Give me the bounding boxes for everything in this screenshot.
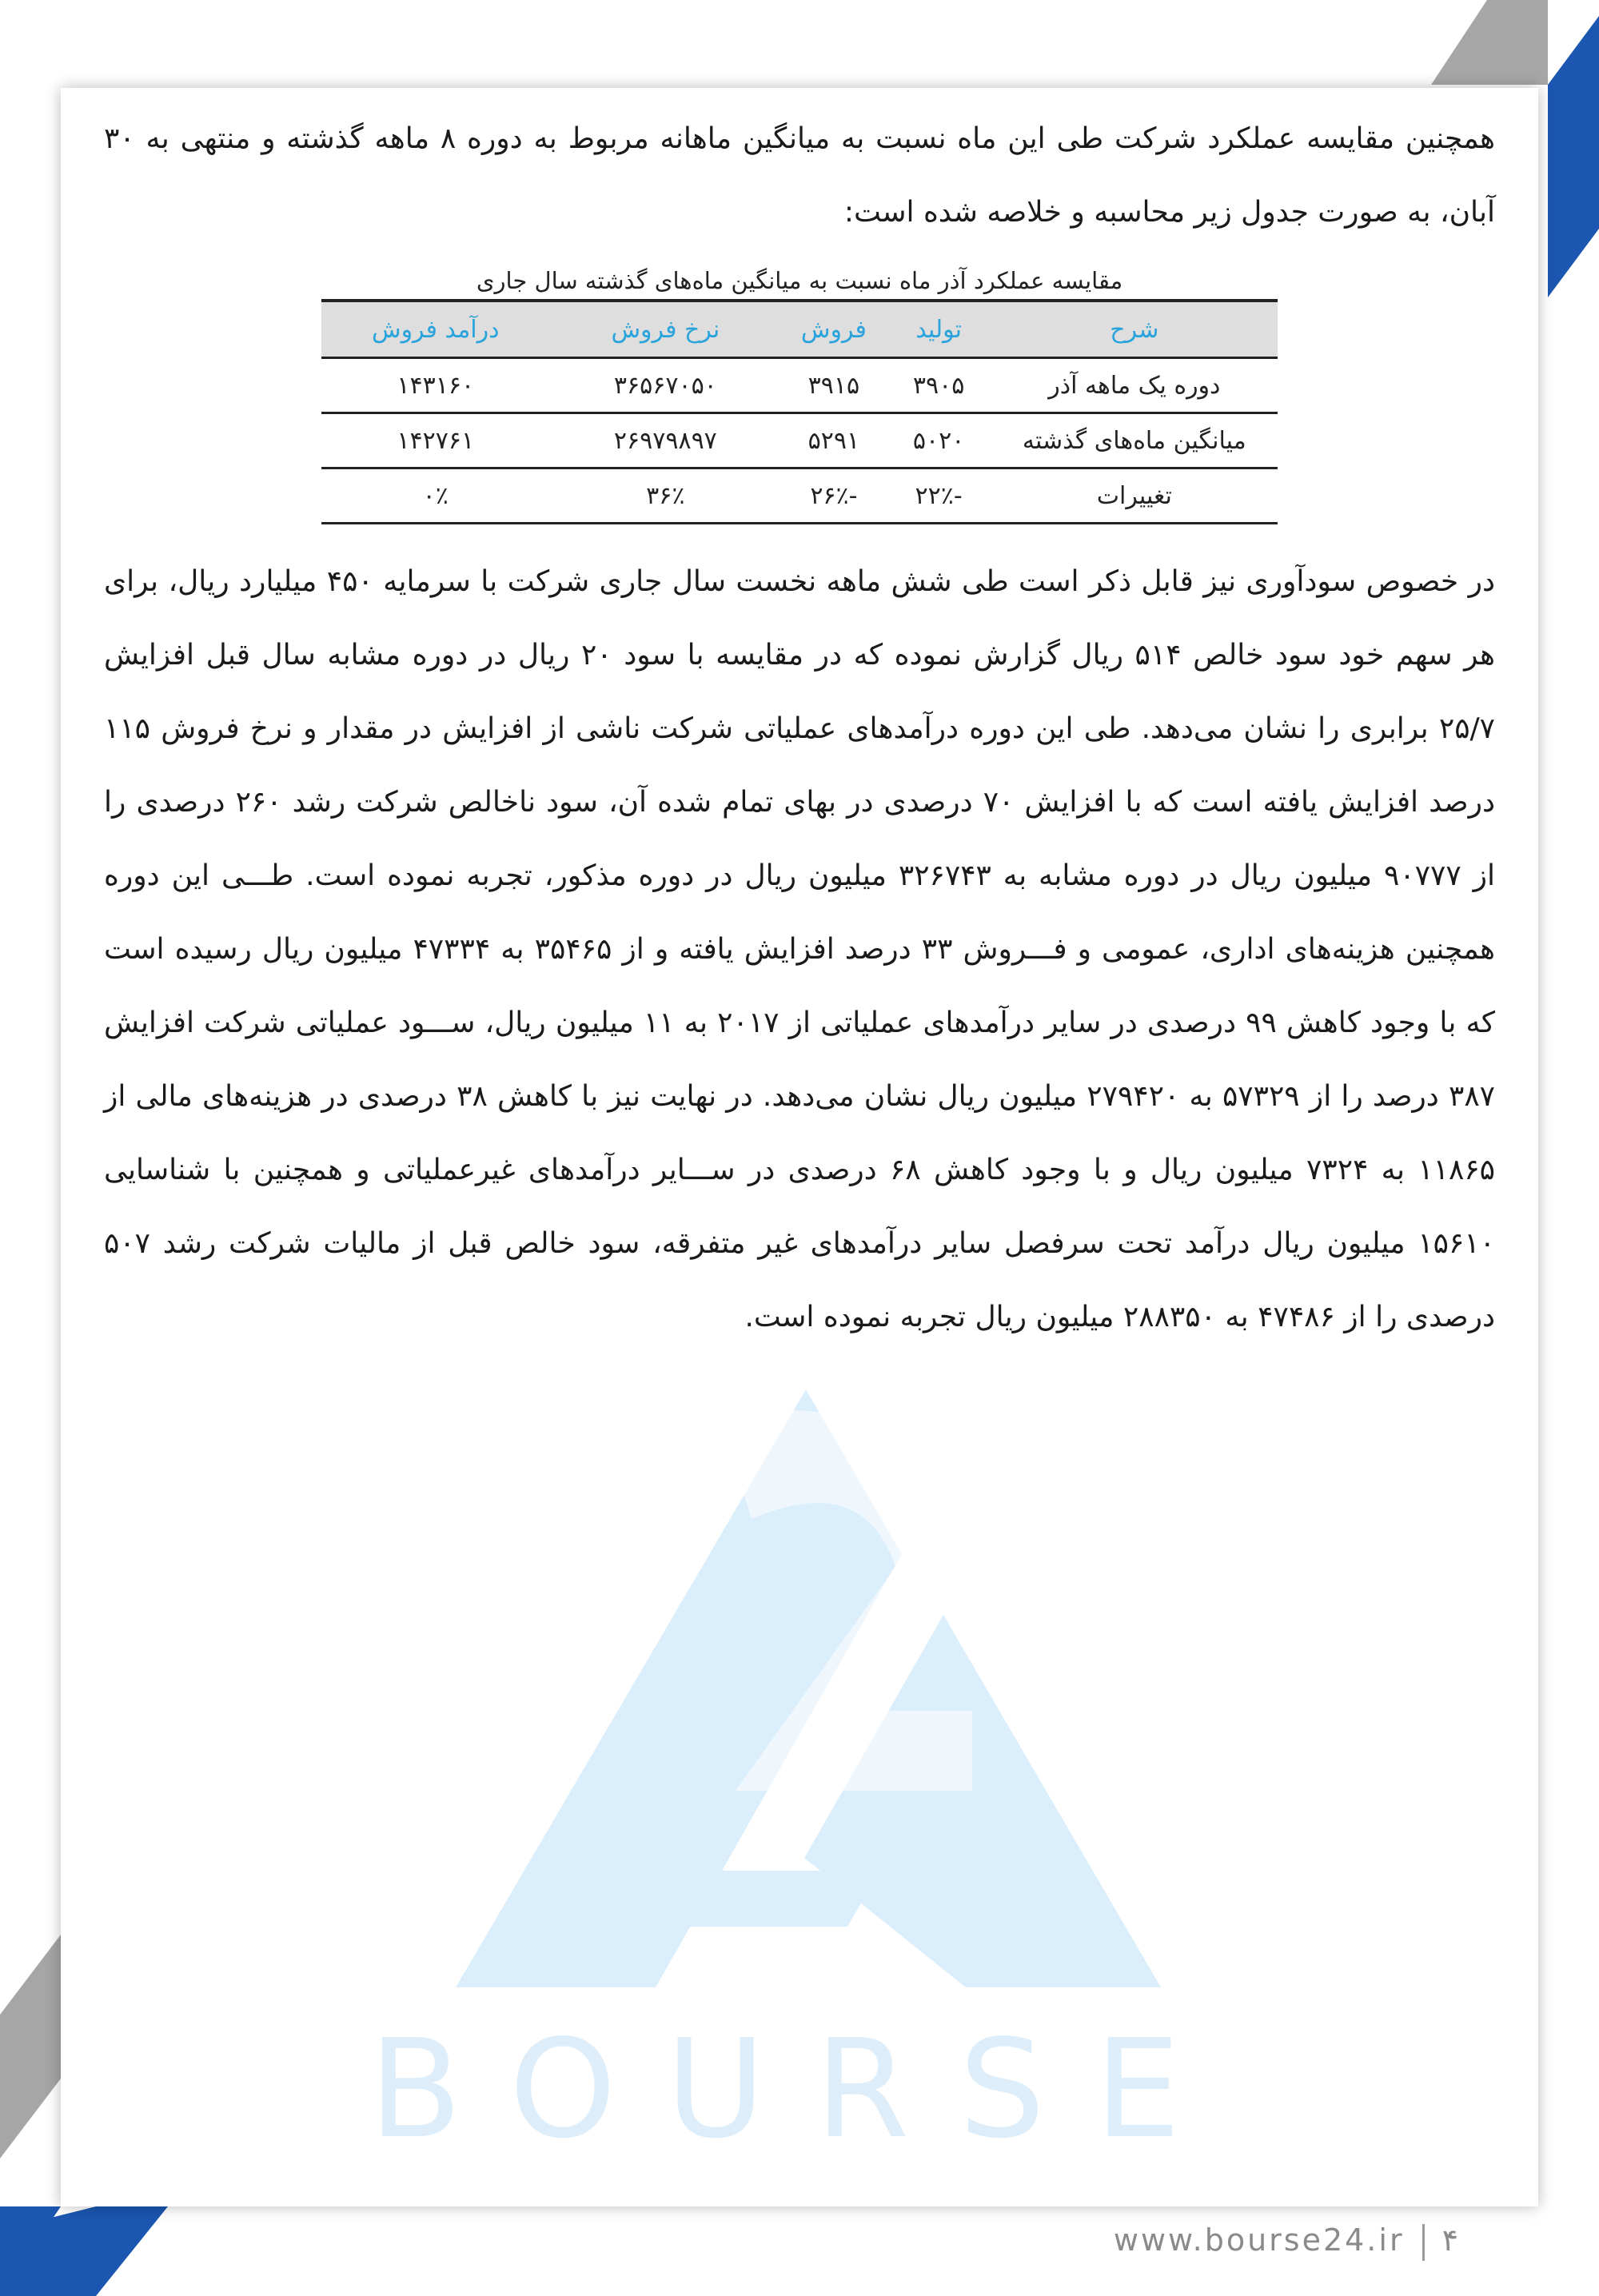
watermark-brand-text: BOURSE [369, 2011, 1230, 2169]
body-paragraph: در خصوص سودآوری نیز قابل ذکر است طی شش ماهه نخست سال جاری شرکت با سرمایه ۴۵۰ میلیارد ریال، برای هر سهم خود سود خالص ۵۱۴ ریال گزارش نموده که در مقایسه با سود ۲۰ ریال در دوره مشابه سال قبل افزایش ۲۵/۷ برابری را نشان می‌دهد. طی این دوره درآمدهای عملیاتی شرکت ناشی از افزایش در مقدار و نرخ فروش ۱۱۵ درصد افزایش یافته است که با افزایش ۷۰ درصدی در بهای تمام شده آن، سود ناخالص شرکت رشد ۲۶۰ درصدی را از ۹۰۷۷۷ میلیون ریال در دوره مشابه به ۳۲۶۷۴۳ میلیون ریال در دوره مذکور، تجربه نموده است. طـــی این دوره همچنین هزینه‌های اداری، عمومی و فـــروش ۳۳ درصد افزایش یافته و از ۳۵۴۶۵ به ۴۷۳۳۴ میلیون ریال رسیده است که با وجود کاهش ۹۹ درصدی در سایر درآمدهای عملیاتی از ۲۰۱۷ به ۱۱ میلیون ریال، ســـود عملیاتی شرکت افزایش ۳۸۷ درصد را از ۵۷۳۲۹ به ۲۷۹۴۲۰ میلیون ریال نشان می‌دهد. در نهایت نیز با کاهش ۳۸ درصدی در هزینه‌های مالی از ۱۱۸۶۵ به ۷۳۲۴ میلیون ریال و با وجود کاهش ۶۸ درصدی در ســـایر درآمدهای غیرعملیاتی و همچنین با شناسایی ۱۵۶۱۰ میلیون ریال درآمد تحت سرفصل سایر درآمدهای غیر متفرقه، سود خالص قبل از مالیات شرکت رشد ۵۰۷ درصدی را از ۴۷۴۸۶ به ۲۸۸۳۵۰ میلیون ریال تجربه نموده است. [104, 565, 1495, 1333]
intro-paragraph: همچنین مقایسه عملکرد شرکت طی این ماه نسبت به میانگین ماهانه مربوط به دوره ۸ ماهه گذشته و منتهی به ۳۰ آبان، به صورت جدول زیر محاسبه و خلاصه شده است: [104, 122, 1496, 229]
footer-divider [1422, 2224, 1425, 2261]
header-sales-revenue: درآمد فروش [371, 315, 500, 344]
header-production: تولید [915, 315, 962, 344]
top-right-gray-stripe [1431, 0, 1548, 85]
table-cell: ۱۴۲۷۶۱ [321, 413, 549, 468]
table-cell: ۲۶۹۷۹۸۹۷ [549, 413, 781, 468]
bottom-left-gray-stripe [0, 1935, 61, 2158]
table-cell: تغییرات [991, 468, 1278, 524]
table-cell: ۱۴۳۱۶۰ [321, 358, 549, 413]
table-cell: ۳۹۰۵ [887, 358, 991, 413]
page-number: ۴ [1441, 2222, 1458, 2258]
comparison-table [321, 299, 1278, 524]
table-cell: دوره یک ماهه آذر [991, 358, 1278, 413]
header-description: شرح [1110, 315, 1159, 344]
content-area [104, 102, 1495, 1354]
table-cell: ۰٪ [321, 468, 549, 524]
table-row [321, 413, 1278, 468]
table-title: مقایسه عملکرد آذر ماه نسبت به میانگین ماه‌های گذشته سال جاری [476, 267, 1123, 294]
website-link[interactable]: www.bourse24.ir [1113, 2222, 1405, 2258]
header-sales-rate: نرخ فروش [611, 315, 720, 344]
table-cell: ۵۰۲۰ [887, 413, 991, 468]
table-cell: -۲۶٪ [781, 468, 886, 524]
table-cell: میانگین ماه‌های گذشته [991, 413, 1278, 468]
table-cell: ۳۶٪ [549, 468, 781, 524]
table-row [321, 468, 1278, 524]
header-sales: فروش [800, 315, 867, 344]
top-right-blue-stripe [1548, 16, 1599, 297]
table-header-row [321, 301, 1278, 358]
table-cell: ۵۲۹۱ [781, 413, 886, 468]
table-row [321, 358, 1278, 413]
page-footer [1114, 2222, 1458, 2261]
table-cell: ۳۹۱۵ [781, 358, 886, 413]
table-cell: ۳۶۵۶۷۰۵۰ [549, 358, 781, 413]
table-cell: -۲۲٪ [887, 468, 991, 524]
